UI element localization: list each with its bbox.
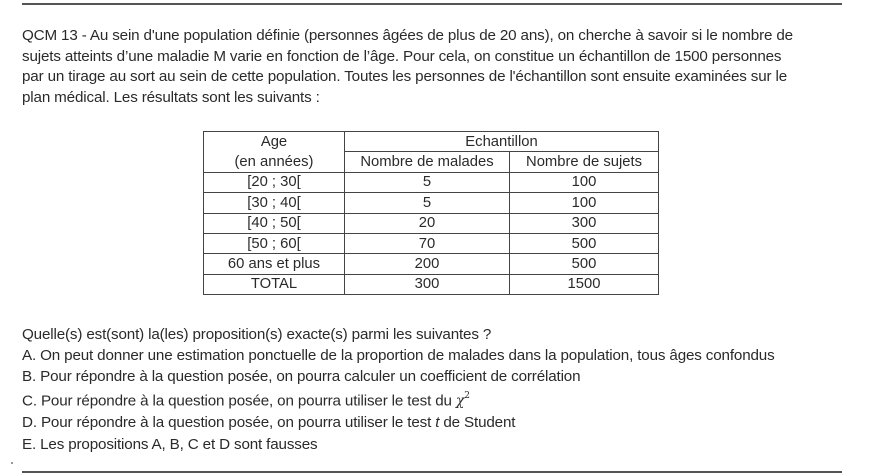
cell-sujets: 100 xyxy=(510,193,659,213)
cell-sujets: 500 xyxy=(510,254,659,274)
question-intro xyxy=(22,26,852,108)
cell-age: 60 ans et plus xyxy=(204,254,345,274)
intro-line: sujets atteints d’une maladie M varie en fonction de l’âge. Pour cela, on constitue un échantillon de 1500 personnes xyxy=(22,47,782,65)
cell-malades: 300 xyxy=(345,274,510,294)
cell-malades: 70 xyxy=(345,233,510,253)
cell-malades: 20 xyxy=(345,213,510,233)
results-table xyxy=(203,131,659,295)
intro-line: QCM 13 - Au sein d'une population définie (personnes âgées de plus de 20 ans), on cherche à savoir si le nombre de xyxy=(22,27,793,44)
option-b: B. Pour répondre à la question posée, on pourra calculer un coefficient de corrélation xyxy=(22,368,581,386)
table-row xyxy=(204,233,659,253)
header-age-unit: (en années) xyxy=(204,152,345,172)
header-echantillon: Echantillon xyxy=(345,132,659,152)
table-row xyxy=(204,254,659,274)
table-total-row xyxy=(204,274,659,294)
table-header-row xyxy=(204,132,659,152)
bottom-divider xyxy=(22,471,842,473)
table-header-row xyxy=(204,152,659,172)
table-row xyxy=(204,172,659,192)
cell-age: [20 ; 30[ xyxy=(204,172,345,192)
option-c-text: C. Pour répondre à la question posée, on pourra utiliser le test du xyxy=(22,392,456,410)
option-c xyxy=(22,388,862,413)
chi-letter: χ xyxy=(455,393,465,410)
cell-sujets: 500 xyxy=(510,233,659,253)
table-row xyxy=(204,213,659,233)
cell-sujets: 100 xyxy=(510,172,659,192)
option-d xyxy=(22,412,862,433)
chi-exponent: 2 xyxy=(464,390,470,401)
option-d-text: D. Pour répondre à la question posée, on pourra utiliser le test xyxy=(22,414,436,432)
cell-malades: 200 xyxy=(345,254,510,274)
cell-sujets: 300 xyxy=(510,213,659,233)
chi-square-symbol xyxy=(455,390,470,410)
answer-options xyxy=(22,324,862,455)
option-a: A. On peut donner une estimation ponctuelle de la proportion de malades dans la population, tous âges confondus xyxy=(22,347,775,365)
scan-speck xyxy=(11,462,13,464)
option-d-t-italic: t xyxy=(435,414,440,432)
intro-line: plan médical. Les résultats sont les suivants : xyxy=(22,88,320,106)
option-e: E. Les propositions A, B, C et D sont fausses xyxy=(22,435,318,453)
header-age: Age xyxy=(204,132,345,152)
header-sujets: Nombre de sujets xyxy=(510,152,659,172)
table-row xyxy=(204,193,659,213)
cell-malades: 5 xyxy=(345,193,510,213)
cell-age: TOTAL xyxy=(204,274,345,294)
cell-age: [50 ; 60[ xyxy=(204,233,345,253)
cell-malades: 5 xyxy=(345,172,510,192)
option-d-text-after: de Student xyxy=(439,414,516,432)
cell-sujets: 1500 xyxy=(510,274,659,294)
top-divider xyxy=(22,3,842,5)
question-prompt: Quelle(s) est(sont) la(les) proposition(s) exacte(s) parmi les suivantes ? xyxy=(22,326,492,343)
cell-age: [30 ; 40[ xyxy=(204,193,345,213)
cell-age: [40 ; 50[ xyxy=(204,213,345,233)
header-malades: Nombre de malades xyxy=(345,152,510,172)
intro-line: par un tirage au sort au sein de cette population. Toutes les personnes de l'échantillon sont ensuite examinées sur le xyxy=(22,68,788,85)
